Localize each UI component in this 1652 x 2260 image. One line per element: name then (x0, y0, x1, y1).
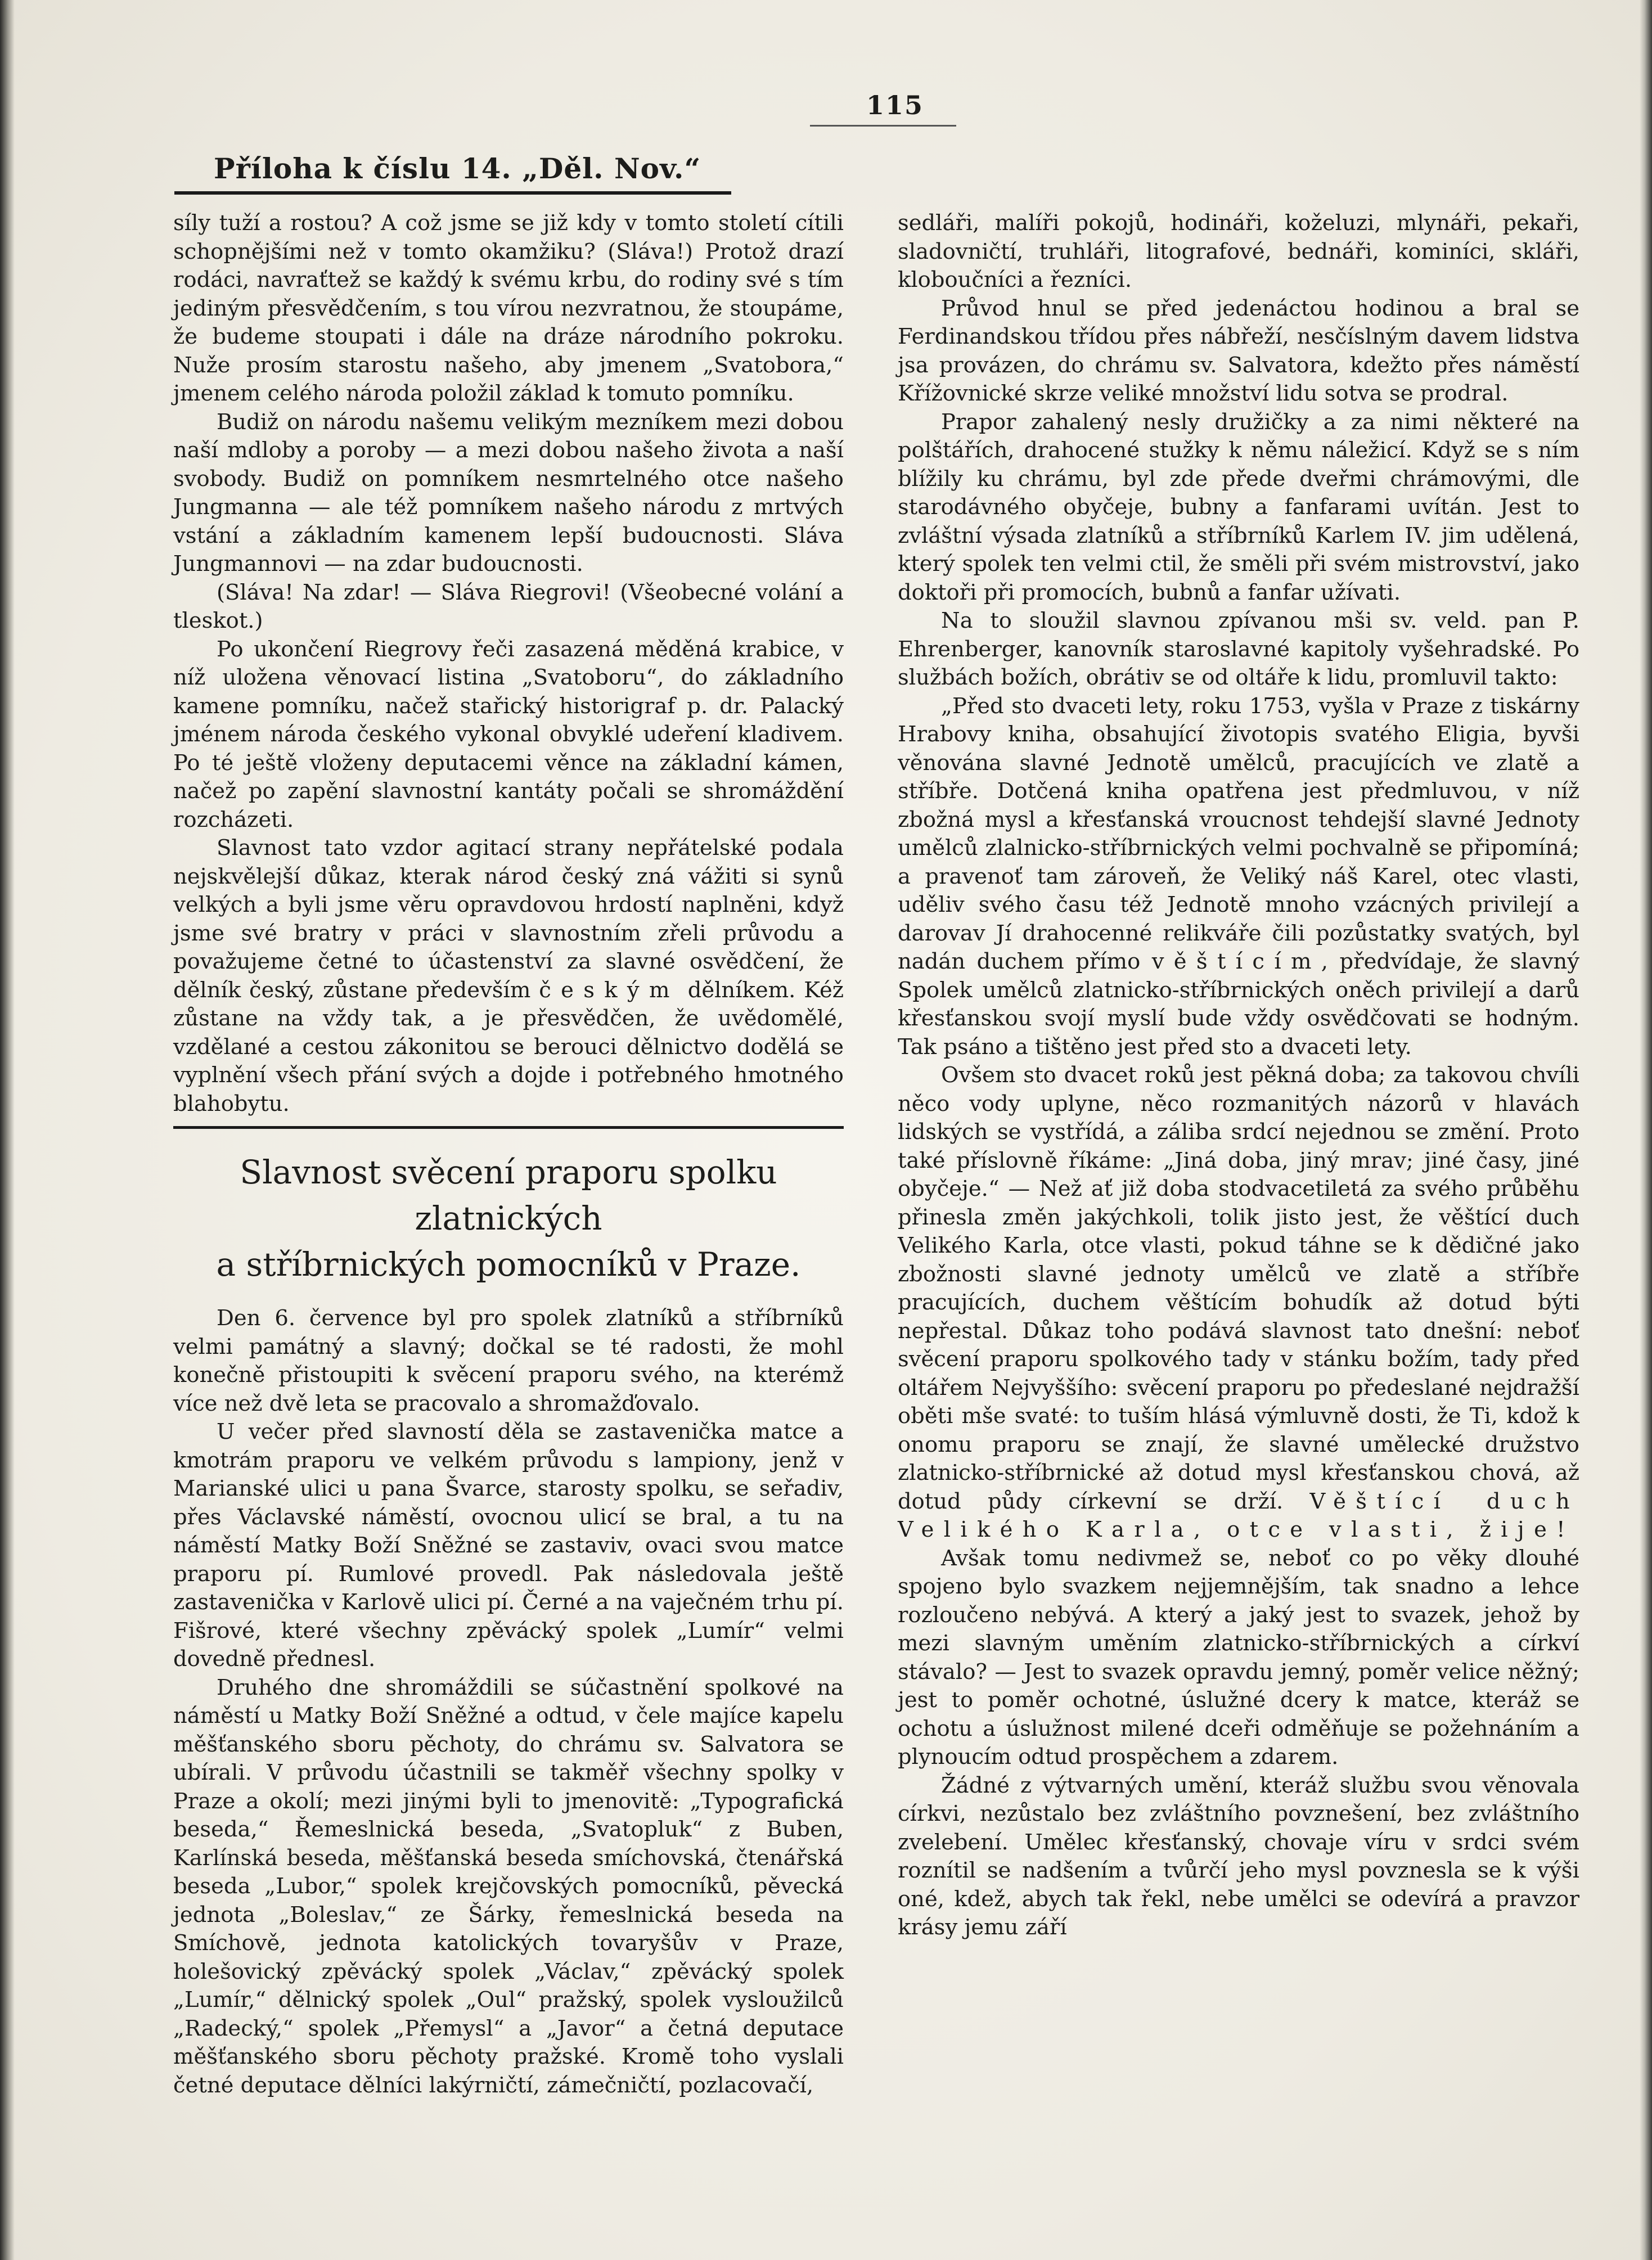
article-title (173, 1149, 844, 1287)
right-paragraph-7: Avšak tomu nedivmež se, neboť co po věky dlouhé spojeno bylo svazkem nejjemnějším, tak snadno a lehce rozloučeno nebývá. A který a jaký jest to svazek, jehož by mezi slavným uměním zlatnicko-stříbrnických a církví stávalo? — Jest to svazek opravdu jemný, poměr velice něžný; jest to poměr ochotné, úslužné dcery k matce, kteráž se ochotu a úslužnost milené dceři odměňuje se požehnáním a plynoucím odtud prospěchem a zdarem. (898, 1545, 1579, 1770)
left-column (173, 209, 844, 2100)
left-paragraph-5 (173, 834, 844, 1118)
left-paragraph-5-text: Slavnost tato vzdor agitací strany nepřátelské podala nejskvělejší důkaz, kterak národ český zná vážiti si synů velkých a byli jsme věru opravdovou hrdostí naplněni, když jsme své bratry v práci v slavnostním zřeli průvodu a považujeme četné to účastenství za slavné osvědčení, že dělník český, zůstane především (173, 835, 844, 1003)
right-paragraph-6 (898, 1061, 1579, 1545)
supplement-header: Příloha k číslu 14. „Děl. Nov.“ (214, 152, 701, 185)
article-paragraph-3: Druhého dne shromáždili se súčastnění spolkové na náměstí u Matky Boží Sněžné a odtud, v čele majíce kapelu měšťanského sboru pěchoty, do chrámu sv. Salvatora se ubírali. V průvodu účastnili se takměř všechny spolky v Praze a okolí; mezi jinými byli to jmenovitě: „Typografická beseda,“ Řemeslnická beseda, „Svatopluk“ z Buben, Karlínská beseda, měšťanská beseda smíchovská, čtenářská beseda „Lubor,“ spolek krejčovských pomocníků, pěvecká jednota „Boleslav,“ ze Šárky, řemeslnická beseda na Smíchově, jednota katolických tovaryšův v Praze, holešovický zpěvácký spolek „Václav,“ zpěvácký spolek „Lumír,“ dělnický spolek „Oul“ pražský, spolek vysloužilců „Radecký,“ spolek „Přemysl“ a „Javor“ a četná deputace měšťanského sboru pěchoty pražské. Kromě toho vyslali četné deputace dělníci lakýrničtí, zámečničtí, pozlacovačí, (173, 1674, 844, 2098)
spaced-phrase-karel: Věštící duch Velikého Karla, otce vlasti, žije! (898, 1488, 1579, 1542)
left-paragraph-5-tail: dělníkem. Kéž zůstane na vždy tak, a je přesvědčen, že uvědomělé, vzdělané a cestou zákonitou se berouci dělnictvo dodělá se vyplnění všech přání svých a dojde i potřebného hmotného blahobytu. (173, 977, 844, 1117)
right-paragraph-1: sedláři, malíři pokojů, hodináři, koželuzi, mlynáři, pekaři, sladovničtí, truhláři, litografové, bednáři, kominíci, skláři, kloboučníci a řezníci. (898, 210, 1579, 292)
right-column (898, 209, 1579, 1942)
header-rule (174, 191, 731, 195)
right-paragraph-5-text: „Před sto dvaceti lety, roku 1753, vyšla v Praze z tiskárny Hrabovy kniha, obsahující životopis svatého Eligia, byvši věnována slavné Jednotě umělců, pracujících ve zlatě a stříbře. Dotčená kniha opatřena jest předmluvou, v níž zbožná mysl a křesťanská vroucnost tehdejší slavné Jednoty umělců zlalnicko-stříbrnických velmi pochvalně se připomíná; a pravenoť tam zároveň, že Veliký náš Karel, otec vlasti, uděliv svého času též Jednotě mnoho vzácných privilejí a darovav Jí drahocenné relikváře čili pozůstatky svatých, byl nadán duchem přímo (898, 693, 1579, 974)
scan-edge-right (1640, 0, 1652, 2260)
left-paragraph-3: (Sláva! Na zdar! — Sláva Riegrovi! (Všeobecné volání a tleskot.) (173, 579, 844, 633)
right-paragraph-8: Žádné z výtvarných umění, kteráž službu svou věnovala církvi, nezůstalo bez zvláštního povznešení, bez zvláštního zvelebení. Umělec křesťanský, chovaje víru v srdci svém roznítil se nadšením a tvůrčí jeho mysl povznesla se k výši oné, kdež, abych tak řekl, nebe umělci se odevírá a pravzor krásy jemu září (898, 1772, 1579, 1940)
article-title-line-2: a stříbrnických pomocníků v Praze. (216, 1245, 801, 1284)
right-paragraph-5-tail: , předvídaje, že slavný Spolek umělců zlatnicko-stříbrnických oněch privilejí a darů křesťanskou svojí myslí bude vždy osvědčovati se hodným. Tak psáno a tištěno jest před sto a dvaceti lety. (898, 949, 1579, 1060)
left-paragraph-1: síly tuží a rostou? A což jsme se již kdy v tomto století cítili schopnějšími než v tomto okamžiku? (Sláva!) Protož drazí rodáci, navraťtež se každý k svému krbu, do rodiny své s tím jediným přesvědčením, s tou vírou nezvratnou, že stoupáme, že budeme stoupati i dále na dráze národního pokroku. Nuže prosím starostu našeho, aby jmenem „Svatobora,“ jmenem celého národa položil základ k tomuto pomníku. (173, 210, 844, 406)
page-number: 115 (866, 90, 924, 120)
article-paragraph-1: Den 6. července byl pro spolek zlatníků a stříbrníků velmi památný a slavný; dočkal se té radosti, že mohl konečně přistoupiti k svěcení praporu svého, na kterémž více než dvě leta se pracovalo a shromažďovalo. (173, 1305, 844, 1416)
article-paragraph-2: U večer před slavností děla se zastavenička matce a kmotrám praporu ve velkém průvodu s lampiony, jenž v Marianské ulici u pana Švarce, starosty spolku, se seřadiv, přes Václavské náměstí, ovocnou ulicí se bral, a tu na náměstí Matky Boží Sněžné se zastaviv, ovaci svou matce praporu pí. Rumlové provedl. Pak následovala ještě zastavenička v Karlově ulici pí. Černé a na vaječném trhu pí. Fišrové, které všechny zpěvácký spolek „Lumír“ velmi dovedně přednesl. (173, 1419, 844, 1672)
spaced-word: českým (539, 977, 679, 1003)
right-paragraph-2: Průvod hnul se před jedenáctou hodinou a bral se Ferdinandskou třídou přes nábřeží, nesčíslným davem lidstva jsa provázen, do chrámu sv. Salvatora, kdežto přes náměstí Křížovnické skrze veliké množství lidu sotva se prodral. (898, 295, 1579, 406)
right-paragraph-4: Na to sloužil slavnou zpívanou mši sv. veld. pan P. Ehrenberger, kanovník staroslavné kapitoly vyšehradské. Po službách božích, obrátiv se od oltáře k lidu, promluvil takto: (898, 608, 1579, 690)
page-number-rule (810, 125, 956, 127)
left-paragraph-2: Budiž on národu našemu velikým mezníkem mezi dobou naší mdloby a poroby — a mezi dobou našeho života a naší svobody. Budiž on pomníkem nesmrtelného otce našeho Jungmanna — ale též pomníkem našeho národu z mrtvých vstání a základním kamenem lepší budoucnosti. Sláva Jungmannovi — na zdar budoucnosti. (173, 409, 844, 577)
right-paragraph-6-text: Ovšem sto dvacet roků jest pěkná doba; za takovou chvíli něco vody uplyne, něco rozmanitých názorů v hlavách lidských se vystřídá, a záliba srdcí nejednou se změní. Proto také příslovně říkáme: „Jiná doba, jiný mrav; jiné časy, jiné obyčeje.“ — Než ať již doba stodvacetiletá za svého průběhu přinesla změn jakýchkoli, tolik jisto jest, že věštící duch Velikého Karla, otce vlasti, pokud táhne se k dědičné jako zbožnosti slavné jednoty umělců ve zlatě a stříbře pracujících, duchem věštícím bohudík až dotud býti nepřestal. Důkaz toho podává slavnost tato dnešní: neboť svěcení praporu spolkového tady v stánku božím, tady před oltářem Nejvyššího: svěcení praporu po předeslané nejdražší oběti mše svaté: to tuším hlásá výmluvně dosti, že Ti, kdož k onomu praporu se znají, že slavné umělecké družstvo zlatnicko-stříbrnické až dotud mysl křesťanskou chová, až dotud půdy církevní se drží. (898, 1063, 1579, 1514)
article-divider (173, 1126, 844, 1129)
right-paragraph-5 (898, 692, 1579, 1062)
left-paragraph-4: Po ukončení Riegrovy řeči zasazená měděná krabice, v níž uložena věnovací listina „Svatoboru“, do základního kamene pomníku, načež stařický historigraf p. dr. Palacký jménem národa českého vykonal obvyklé udeření kladivem. Po té ještě vloženy deputacemi věnce na základní kámen, načež po zapění slavnostní kantáty počali se shromáždění rozcházeti. (173, 636, 844, 832)
article-title-line-1: Slavnost svěcení praporu spolku zlatnických (240, 1153, 777, 1237)
right-paragraph-3: Prapor zahalený nesly družičky a za nimi některé na polštářích, drahocené stužky k němu náležicí. Když se s ním blížily ku chrámu, byl zde přede dveřmi chrámovými, dle starodávného obyčeje, bubny a fanfarami uvítán. Jest to zvláštní výsada zlatníků a stříbrníků Karlem IV. jim udělená, který spolek ten velmi ctil, že směli při svém mistrovství, jako doktoři při promocích, bubnů a fanfar užívati. (898, 409, 1579, 605)
scan-edge-left (0, 0, 15, 2260)
spaced-word-vesticim: věštícím (1151, 949, 1321, 974)
